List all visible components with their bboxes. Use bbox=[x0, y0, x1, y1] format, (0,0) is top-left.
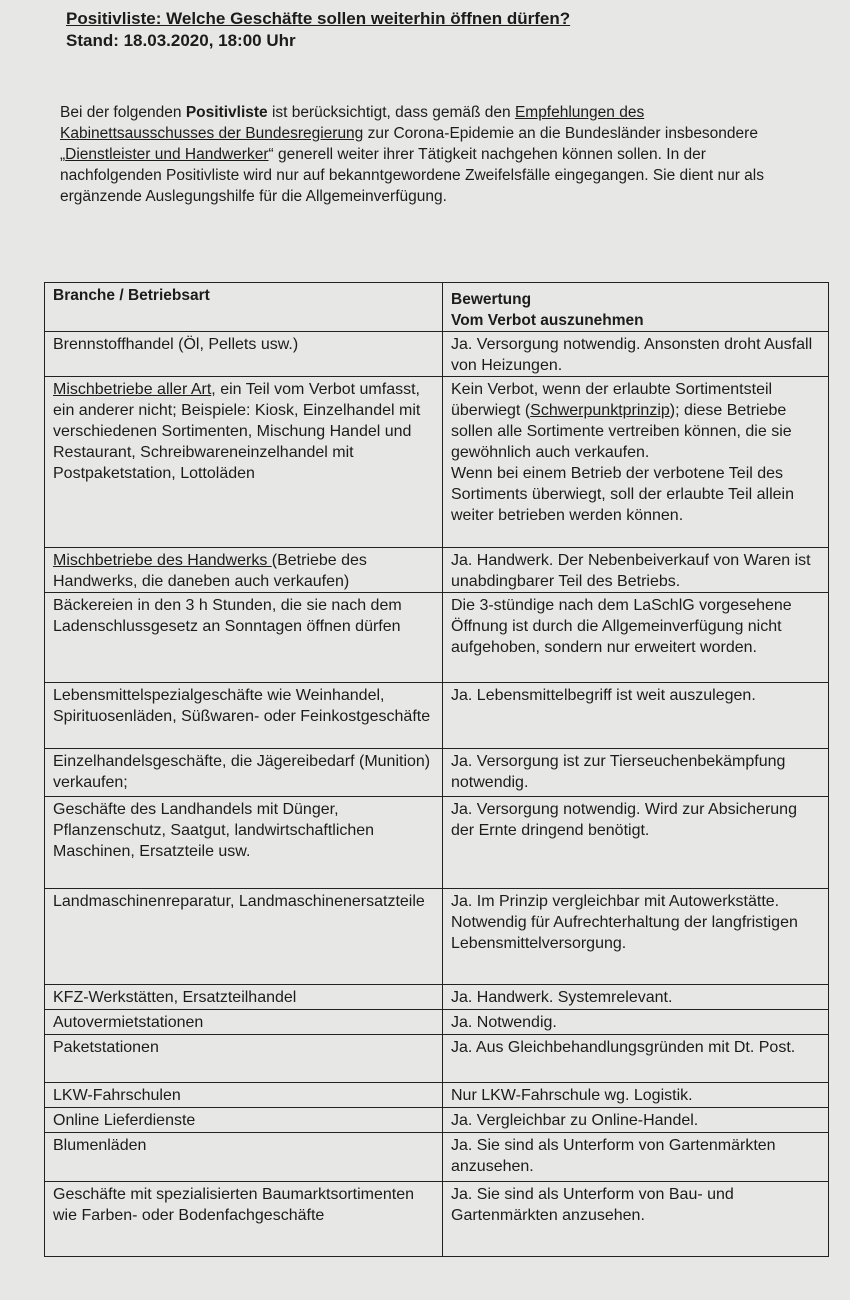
table-row bbox=[45, 749, 829, 797]
document-date: Stand: 18.03.2020, 18:00 Uhr bbox=[66, 31, 296, 50]
table-row bbox=[45, 548, 829, 593]
table-row bbox=[45, 1010, 829, 1035]
table-row bbox=[45, 1083, 829, 1108]
cell-branche: Brennstoffhandel (Öl, Pellets usw.) bbox=[45, 332, 443, 377]
intro-paragraph bbox=[60, 102, 795, 207]
cell-bewertung: Ja. Aus Gleichbehandlungsgründen mit Dt. Post. bbox=[443, 1035, 829, 1083]
intro-link-dienstleister[interactable]: Dienstleister und Handwerker bbox=[65, 146, 269, 163]
cell-bewertung: Nur LKW-Fahrschule wg. Logistik. bbox=[443, 1083, 829, 1108]
table-header-row bbox=[45, 283, 829, 332]
cell-bewertung: Die 3-stündige nach dem LaSchlG vorgesehene Öffnung ist durch die Allgemeinverfügung nicht aufgehoben, sondern nur erweitert worden. bbox=[443, 593, 829, 683]
cell-branche-rest: , ein Teil vom Verbot umfasst, ein anderer nicht; Beispiele: Kiosk, Einzelhandel mit verschiedenen Sortimenten, Mischung Handel und Restaurant, Schreibwareneinzelhandel mit Postpaketstation, Lottoläden bbox=[53, 381, 421, 482]
document-header bbox=[66, 8, 570, 52]
document-title: Positivliste: Welche Geschäfte sollen weiterhin öffnen dürfen? bbox=[66, 9, 571, 28]
table-row bbox=[45, 332, 829, 377]
cell-branche bbox=[45, 377, 443, 548]
table-row bbox=[45, 1108, 829, 1133]
cell-bewertung: Ja. Im Prinzip vergleichbar mit Autowerkstätte. Notwendig für Aufrechterhaltung der langfristigen Lebensmittelversorgung. bbox=[443, 889, 829, 985]
table-row bbox=[45, 683, 829, 749]
intro-text-3: zur Corona-Epidemie an die Bundesländer insbesondere „ bbox=[60, 125, 758, 163]
cell-bewertung: Ja. Versorgung ist zur Tierseuchenbekämpfung notwendig. bbox=[443, 749, 829, 797]
table-row bbox=[45, 593, 829, 683]
intro-link-empfehlungen[interactable]: Empfehlungen des Kabinettsausschusses der Bundesregierung bbox=[60, 104, 645, 142]
cell-branche-rest: (Betriebe des Handwerks, die daneben auch verkaufen) bbox=[53, 552, 367, 590]
intro-text-2: ist berücksichtigt, dass gemäß den bbox=[267, 104, 515, 121]
cell-branche: Autovermietstationen bbox=[45, 1010, 443, 1035]
cell-bewertung: Ja. Handwerk. Der Nebenbeiverkauf von Waren ist unabdingbarer Teil des Betriebs. bbox=[443, 548, 829, 593]
header-bewertung-line2: Vom Verbot auszunehmen bbox=[451, 312, 644, 329]
intro-bold: Positivliste bbox=[185, 104, 268, 121]
table-row bbox=[45, 797, 829, 889]
table-row bbox=[45, 377, 829, 548]
intro-text-1: Bei der folgenden bbox=[60, 104, 186, 121]
cell-branche: Lebensmittelspezialgeschäfte wie Weinhandel, Spirituosenläden, Süßwaren- oder Feinkostgeschäfte bbox=[45, 683, 443, 749]
cell-bewertung: Ja. Sie sind als Unterform von Gartenmärkten anzusehen. bbox=[443, 1133, 829, 1182]
table-row bbox=[45, 985, 829, 1010]
table-row bbox=[45, 889, 829, 985]
cell-bewertung-a: Kein Verbot, wenn der erlaubte Sortimentsteil überwiegt ( bbox=[451, 381, 773, 419]
cell-branche: Landmaschinenreparatur, Landmaschinenersatzteile bbox=[45, 889, 443, 985]
cell-branche: LKW-Fahrschulen bbox=[45, 1083, 443, 1108]
intro-text-4: “ generell weiter ihrer Tätigkeit nachgehen können sollen. In der nachfolgenden Positivliste wird nur auf bekanntgewordene Zweifelsfälle eingegangen. Sie dient nur als ergänzende Auslegungshilfe für die Allgemeinverfügung. bbox=[60, 146, 764, 205]
table-row bbox=[45, 1035, 829, 1083]
header-branche: Branche / Betriebsart bbox=[45, 283, 443, 332]
cell-bewertung-b: ); diese Betriebe sollen alle Sortimente vertreiben können, die sie gewöhnlich auch verkaufen. bbox=[451, 402, 792, 461]
cell-branche bbox=[45, 548, 443, 593]
header-bewertung-line1: Bewertung bbox=[451, 291, 532, 308]
cell-bewertung: Ja. Lebensmittelbegriff ist weit auszulegen. bbox=[443, 683, 829, 749]
cell-branche: Geschäfte des Landhandels mit Dünger, Pflanzenschutz, Saatgut, landwirtschaftlichen Maschinen, Ersatzteile usw. bbox=[45, 797, 443, 889]
cell-bewertung: Ja. Vergleichbar zu Online-Handel. bbox=[443, 1108, 829, 1133]
cell-bewertung: Ja. Sie sind als Unterform von Bau- und Gartenmärkten anzusehen. bbox=[443, 1182, 829, 1257]
cell-bewertung: Ja. Versorgung notwendig. Wird zur Absicherung der Ernte dringend benötigt. bbox=[443, 797, 829, 889]
cell-branche: Einzelhandelsgeschäfte, die Jägereibedarf (Munition) verkaufen; bbox=[45, 749, 443, 797]
cell-branche-underlined: Mischbetriebe des Handwerks bbox=[53, 552, 272, 569]
cell-branche: Online Lieferdienste bbox=[45, 1108, 443, 1133]
cell-bewertung-c: Wenn bei einem Betrieb der verbotene Teil des Sortiments überwiegt, soll der erlaubte Teil allein weiter betrieben werden können. bbox=[451, 465, 794, 524]
table-row bbox=[45, 1133, 829, 1182]
cell-bewertung: Ja. Versorgung notwendig. Ansonsten droht Ausfall von Heizungen. bbox=[443, 332, 829, 377]
cell-bewertung-underlined: Schwerpunktprinzip bbox=[530, 402, 670, 419]
cell-bewertung: Ja. Handwerk. Systemrelevant. bbox=[443, 985, 829, 1010]
cell-bewertung bbox=[443, 377, 829, 548]
cell-bewertung: Ja. Notwendig. bbox=[443, 1010, 829, 1035]
cell-branche: Blumenläden bbox=[45, 1133, 443, 1182]
cell-branche-underlined: Mischbetriebe aller Art bbox=[53, 381, 212, 398]
positivliste-table bbox=[44, 282, 829, 1257]
cell-branche: Geschäfte mit spezialisierten Baumarktsortimenten wie Farben- oder Bodenfachgeschäfte bbox=[45, 1182, 443, 1257]
cell-branche: Paketstationen bbox=[45, 1035, 443, 1083]
header-bewertung bbox=[443, 283, 829, 332]
table-row bbox=[45, 1182, 829, 1257]
cell-branche: KFZ-Werkstätten, Ersatzteilhandel bbox=[45, 985, 443, 1010]
cell-branche: Bäckereien in den 3 h Stunden, die sie nach dem Ladenschlussgesetz an Sonntagen öffnen dürfen bbox=[45, 593, 443, 683]
